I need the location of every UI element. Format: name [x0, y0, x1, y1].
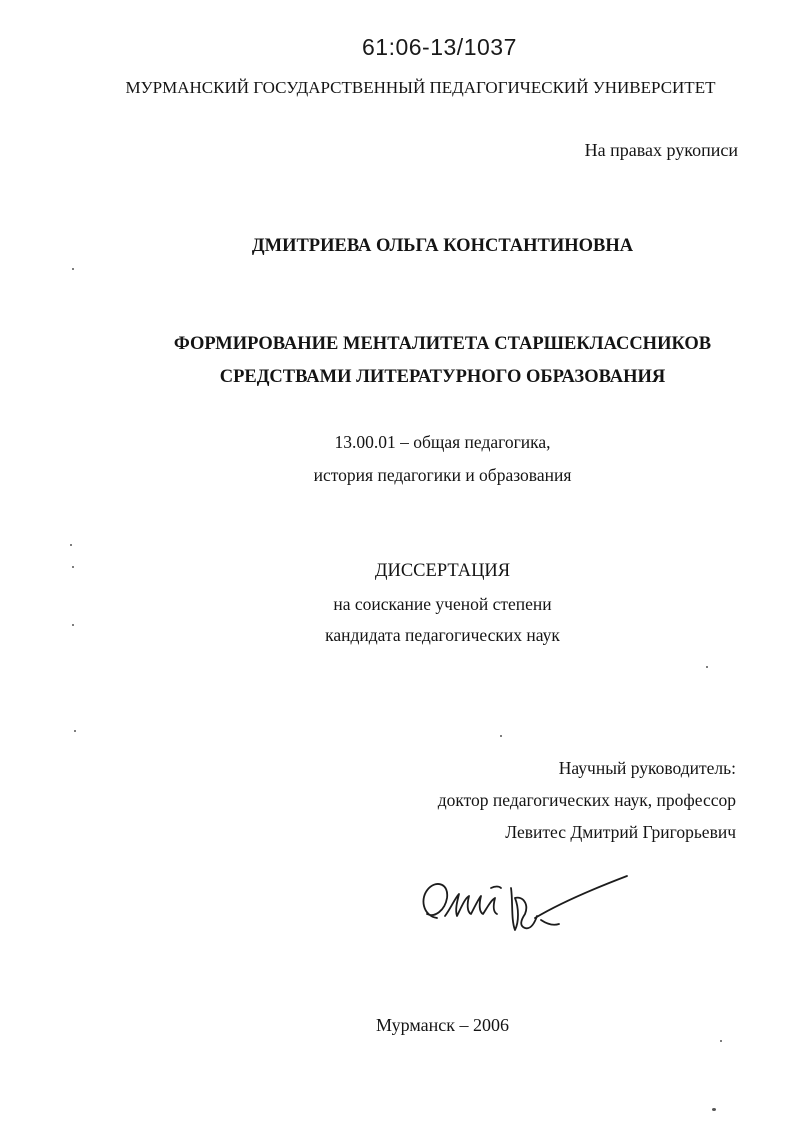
scan-speck — [72, 624, 74, 626]
signature-stroke-2 — [445, 894, 497, 916]
work-type-heading: ДИССЕРТАЦИЯ — [374, 561, 511, 581]
scan-speck — [712, 1108, 716, 1111]
dissertation-title-line-2: СРЕДСТВАМИ ЛИТЕРАТУРНОГО ОБРАЗОВАНИЯ — [219, 367, 666, 387]
signature-stroke-3 — [491, 887, 501, 889]
scan-speck — [72, 268, 74, 270]
dissertation-title-line-1: ФОРМИРОВАНИЕ МЕНТАЛИТЕТА СТАРШЕКЛАССНИКОВ — [173, 334, 712, 354]
advisor-name: Левитес Дмитрий Григорьевич — [505, 822, 736, 842]
scan-speck — [74, 730, 76, 732]
specialty-name: история педагогики и образования — [313, 465, 572, 485]
signature-stroke-1 — [423, 884, 447, 918]
scan-speck — [500, 735, 502, 737]
catalog-number: 61:06-13/1037 — [362, 34, 517, 60]
scan-speck — [720, 1040, 722, 1042]
handwritten-signature — [415, 868, 635, 948]
advisor-degree: доктор педагогических наук, профессор — [437, 790, 736, 810]
signature-stroke-4 — [511, 888, 537, 930]
city-year: Мурманск – 2006 — [376, 1015, 509, 1035]
university-name: МУРМАНСКИЙ ГОСУДАРСТВЕННЫЙ ПЕДАГОГИЧЕСКИЙ УНИВЕРСИТЕТ — [125, 78, 716, 97]
rights-note: На правах рукописи — [584, 140, 738, 160]
signature-stroke-6 — [541, 920, 559, 925]
specialty-code: 13.00.01 – общая педагогика, — [334, 432, 551, 452]
scan-speck — [706, 666, 708, 668]
advisor-label: Научный руководитель: — [558, 758, 736, 778]
degree-line-1: на соискание ученой степени — [333, 594, 552, 614]
degree-line-2: кандидата педагогических наук — [325, 625, 560, 645]
signature-stroke-5 — [535, 876, 627, 918]
scan-speck — [70, 544, 72, 546]
author-name: ДМИТРИЕВА ОЛЬГА КОНСТАНТИНОВНА — [251, 236, 634, 256]
scan-speck — [72, 566, 74, 568]
